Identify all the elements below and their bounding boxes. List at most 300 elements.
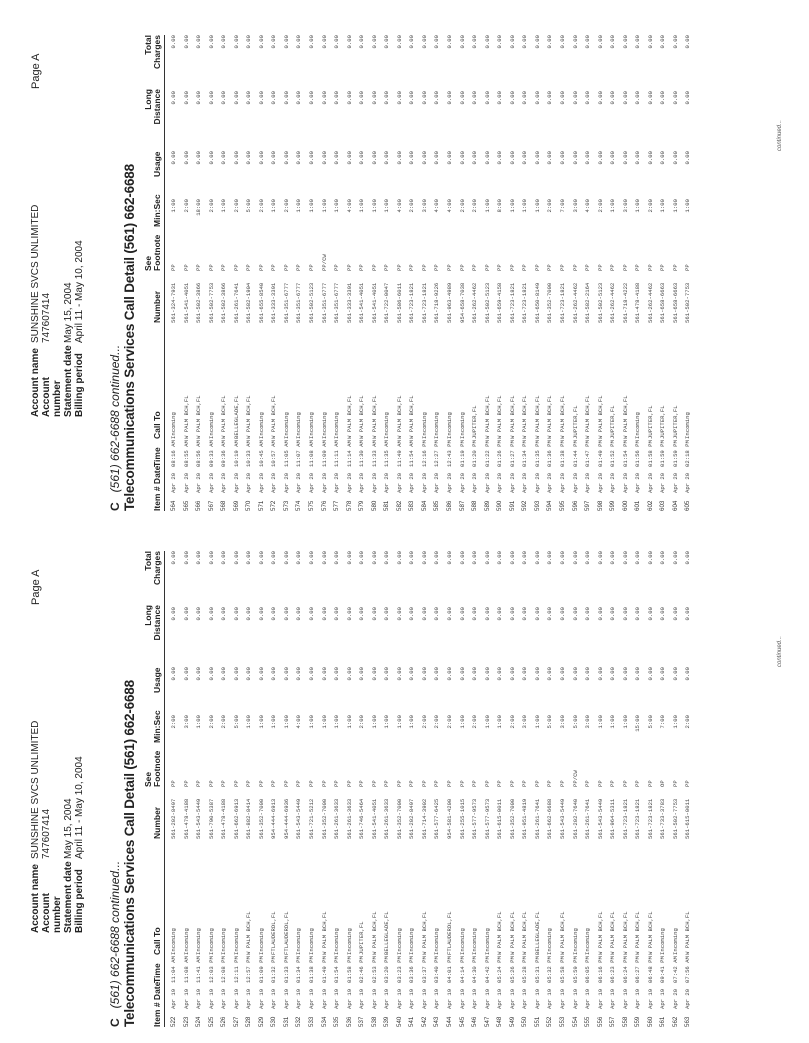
section-continued: (561) 662-6688 continued...: [108, 344, 122, 493]
call-time: 11:08 AM: [308, 440, 316, 467]
col-long-distance: Long Distance: [143, 89, 162, 125]
call-time: 01:58 PM: [345, 956, 353, 983]
footnote-code: PP: [408, 780, 416, 787]
usage-charge: 0.00: [295, 667, 303, 681]
usage-charge: 0.00: [684, 667, 692, 681]
table-row: [570, 551, 583, 1027]
phone-number: 561-543-5449: [596, 798, 604, 839]
call-date: Apr 19: [596, 988, 604, 1009]
call-time: 01:49 PM: [596, 440, 604, 467]
call-time: 04:01 PM: [446, 956, 454, 983]
call-time: 01:34 PM: [521, 440, 529, 467]
min-sec: 2:00: [358, 715, 366, 729]
phone-number: 561-333-3391: [270, 282, 278, 323]
phone-number: 561-882-8414: [245, 798, 253, 839]
call-time: 12:08 PM: [220, 956, 228, 983]
call-to: JUPITER,FL: [659, 405, 667, 439]
billing-period-label: Billing period: [74, 353, 85, 417]
long-distance-charge: 0.00: [521, 91, 529, 105]
call-time: 01:52 PM: [609, 440, 617, 467]
usage-charge: 0.00: [533, 667, 541, 681]
section-heading: [108, 345, 122, 511]
call-to: W PALM BCH,FL: [684, 911, 692, 955]
account-number-label: Account number: [41, 893, 63, 933]
table-row: [168, 35, 181, 511]
phone-number: 954-444-6913: [270, 798, 278, 839]
min-sec: 2:00: [458, 199, 466, 213]
call-date: Apr 19: [232, 988, 240, 1009]
min-sec: 1:00: [383, 715, 391, 729]
item-number: 539: [383, 1016, 391, 1027]
col-time: Time: [152, 447, 162, 467]
item-number: 554: [571, 1016, 579, 1027]
item-number: 532: [295, 1016, 303, 1027]
call-time: 04:14 PM: [458, 956, 466, 983]
usage-charge: 0.00: [571, 151, 579, 165]
min-sec: 1:00: [370, 199, 378, 213]
call-date: Apr 20: [345, 472, 353, 493]
call-date: Apr 20: [270, 472, 278, 493]
footnote-code: PP: [270, 780, 278, 787]
item-number: 574: [295, 500, 303, 511]
long-distance-charge: 0.00: [571, 91, 579, 105]
long-distance-charge: 0.00: [207, 607, 215, 621]
long-distance-charge: 0.00: [533, 607, 541, 621]
phone-number: 561-202-8497: [170, 798, 177, 839]
usage-charge: 0.00: [282, 667, 290, 681]
call-date: Apr 20: [646, 472, 654, 493]
total-charge: 0.00: [634, 35, 642, 49]
usage-charge: 0.00: [483, 667, 491, 681]
min-sec: 1:00: [358, 199, 366, 213]
footnote-code: PP: [170, 264, 177, 271]
total-charge: 0.00: [546, 551, 554, 565]
col-number: Number: [152, 806, 162, 839]
long-distance-charge: 0.00: [671, 607, 679, 621]
usage-charge: 0.00: [395, 667, 403, 681]
table-row: [181, 551, 194, 1027]
min-sec: 3:00: [420, 199, 428, 213]
usage-charge: 0.00: [270, 667, 278, 681]
long-distance-charge: 0.00: [420, 607, 428, 621]
item-number: 592: [521, 500, 529, 511]
total-charge: 0.00: [195, 35, 203, 49]
long-distance-charge: 0.00: [659, 607, 667, 621]
total-charge: 0.00: [420, 551, 428, 565]
call-time: 11:08 AM: [182, 956, 190, 983]
min-sec: 2:00: [207, 715, 215, 729]
usage-charge: 0.00: [257, 667, 265, 681]
usage-charge: 0.00: [471, 151, 479, 165]
phone-number: 561-718-4222: [621, 282, 629, 323]
footnote-code: PP: [571, 264, 579, 271]
total-charge: 0.00: [232, 35, 240, 49]
call-time: 12:43 PM: [446, 440, 454, 467]
call-to: Incoming: [308, 928, 316, 955]
call-time: 01:56 PM: [634, 440, 642, 467]
total-charge: 0.00: [433, 551, 441, 565]
call-date: Apr 20: [320, 472, 328, 493]
call-to: W PALM BCH,FL: [521, 911, 529, 955]
call-date: Apr 20: [207, 472, 215, 493]
phone-number: 561-478-4188: [634, 282, 642, 323]
item-number: 583: [408, 500, 416, 511]
min-sec: 1:00: [345, 715, 353, 729]
total-charge: 0.00: [496, 35, 504, 49]
footnote-code: PP: [521, 780, 529, 787]
call-date: Apr 19: [270, 988, 278, 1009]
call-date: Apr 20: [684, 988, 692, 1009]
long-distance-charge: 0.00: [195, 91, 203, 105]
call-time: 01:32 PM: [270, 956, 278, 983]
table-row: [657, 35, 670, 511]
call-time: 01:38 PM: [308, 956, 316, 983]
footnote-code: PP: [634, 780, 642, 787]
call-to: Incoming: [295, 928, 303, 955]
item-number: 581: [383, 500, 391, 511]
long-distance-charge: 0.00: [232, 91, 240, 105]
item-number: 522: [170, 1016, 177, 1027]
phone-number: 561-723-1821: [558, 282, 566, 323]
item-number: 596: [571, 500, 579, 511]
call-time: 09:36 AM: [220, 440, 228, 467]
long-distance-charge: 0.00: [270, 607, 278, 621]
call-time: 01:27 PM: [508, 440, 516, 467]
usage-charge: 0.00: [546, 667, 554, 681]
phone-number: 561-261-3633: [383, 798, 391, 839]
footnote-code: PP: [471, 780, 479, 787]
call-to: Incoming: [333, 412, 341, 439]
usage-charge: 0.00: [383, 667, 391, 681]
min-sec: 1:00: [383, 199, 391, 213]
min-sec: 8:00: [496, 199, 504, 213]
phone-number: 561-261-7641: [584, 798, 592, 839]
call-to: Incoming: [232, 928, 240, 955]
call-to: BELLEGLADE,FL: [533, 911, 541, 955]
footnote-code: PP: [395, 264, 403, 271]
call-date: Apr 19: [320, 988, 328, 1009]
long-distance-charge: 0.00: [621, 91, 629, 105]
table-row: [281, 35, 294, 511]
item-number: 565: [182, 500, 190, 511]
footnote-code: PP: [596, 264, 604, 271]
table-row: [406, 551, 419, 1027]
call-time: 12:03 PM: [207, 956, 215, 983]
col-total-charges: Total Charges: [143, 551, 162, 586]
call-time: 04:30 PM: [471, 956, 479, 983]
total-charge: 0.00: [584, 551, 592, 565]
total-charge: 0.00: [270, 551, 278, 565]
min-sec: 1:00: [533, 199, 541, 213]
phone-number: 561-655-8540: [257, 282, 265, 323]
usage-charge: 0.00: [584, 151, 592, 165]
phone-number: 561-352-7000: [257, 798, 265, 839]
total-charge: 0.00: [383, 35, 391, 49]
phone-number: 561-723-1821: [646, 798, 654, 839]
call-time: 05:32 PM: [546, 956, 554, 983]
call-time: 06:48 PM: [646, 956, 654, 983]
call-date: Apr 20: [282, 472, 290, 493]
call-to: Incoming: [584, 928, 592, 955]
phone-number: 561-351-6777: [295, 282, 303, 323]
call-date: Apr 20: [433, 472, 441, 493]
call-time: 11:35 AM: [383, 440, 391, 467]
phone-number: 561-352-7000: [546, 282, 554, 323]
call-date: Apr 19: [383, 988, 391, 1009]
min-sec: 1:00: [684, 199, 692, 213]
long-distance-charge: 0.00: [370, 607, 378, 621]
table-row: [457, 35, 470, 511]
min-sec: 2:00: [646, 199, 654, 213]
statement-date-label: Statement date: [63, 861, 74, 933]
long-distance-charge: 0.00: [308, 607, 316, 621]
footnote-code: PP: [508, 780, 516, 787]
table-row: [319, 551, 332, 1027]
col-call-to: Call To: [152, 411, 162, 439]
call-to: W PALM BCH,FL: [245, 395, 253, 439]
item-number: 526: [220, 1016, 228, 1027]
phone-number: 561-351-6777: [282, 282, 290, 323]
call-to: W PALM BCH,FL: [558, 911, 566, 955]
footnote-code: PP: [671, 264, 679, 271]
col-usage: Usage: [152, 151, 162, 177]
footnote-code: PP: [433, 264, 441, 271]
item-number: 571: [257, 500, 265, 511]
phone-number: 561-324-7931: [170, 282, 177, 323]
footnote-code: PP: [170, 780, 177, 787]
item-number: 588: [471, 500, 479, 511]
total-charge: 0.00: [433, 35, 441, 49]
call-time: 01:36 PM: [546, 440, 554, 467]
call-to: Incoming: [170, 928, 177, 955]
call-to: W PALM BCH,FL: [508, 911, 516, 955]
call-date: Apr 20: [634, 472, 642, 493]
call-date: Apr 20: [220, 472, 228, 493]
call-time: 12:16 PM: [420, 440, 428, 467]
min-sec: 1:00: [521, 199, 529, 213]
table-row: [595, 551, 608, 1027]
usage-charge: 0.00: [320, 667, 328, 681]
long-distance-charge: 0.00: [232, 607, 240, 621]
table-row: [507, 35, 520, 511]
long-distance-charge: 0.00: [245, 91, 253, 105]
phone-number: 561-541-4051: [182, 282, 190, 323]
long-distance-charge: 0.00: [634, 91, 642, 105]
min-sec: 4:00: [584, 199, 592, 213]
table-row: [394, 35, 407, 511]
min-sec: 1:00: [295, 199, 303, 213]
usage-charge: 0.00: [195, 151, 203, 165]
call-to: BELLEGLADE,FL: [232, 395, 240, 439]
call-to: W PALM BCH,FL: [496, 395, 504, 439]
item-number: 598: [596, 500, 604, 511]
call-time: 05:31 PM: [533, 956, 541, 983]
phone-number: 561-478-4188: [220, 798, 228, 839]
call-date: Apr 20: [621, 472, 629, 493]
footnote-code: PP: [533, 264, 541, 271]
item-number: 537: [358, 1016, 366, 1027]
total-charge: 0.00: [370, 35, 378, 49]
item-number: 591: [508, 500, 516, 511]
call-date: Apr 19: [395, 988, 403, 1009]
long-distance-charge: 0.00: [684, 91, 692, 105]
usage-charge: 0.00: [508, 667, 516, 681]
total-charge: 0.00: [195, 551, 203, 565]
min-sec: 1:00: [220, 199, 228, 213]
footnote-code: PP: [320, 780, 328, 787]
call-time: 05:28 PM: [521, 956, 529, 983]
long-distance-charge: 0.00: [282, 607, 290, 621]
call-to: Incoming: [408, 928, 416, 955]
phone-number: 561-723-1821: [621, 798, 629, 839]
phone-number: 561-541-4051: [370, 282, 378, 323]
call-detail-rows-right: [168, 35, 695, 511]
usage-charge: 0.00: [521, 667, 529, 681]
phone-number: 561-963-4989: [446, 282, 454, 323]
min-sec: 3:00: [521, 715, 529, 729]
total-charge: 0.00: [295, 551, 303, 565]
call-time: 03:36 PM: [408, 956, 416, 983]
call-time: 07:42 AM: [671, 956, 679, 983]
item-number: 530: [270, 1016, 278, 1027]
min-sec: 1:00: [671, 199, 679, 213]
min-sec: 18:00: [195, 199, 203, 216]
phone-number: 561-262-4462: [646, 282, 654, 323]
total-charge: 0.00: [646, 35, 654, 49]
call-date: Apr 20: [671, 988, 679, 1009]
call-date: Apr 19: [621, 988, 629, 1009]
min-sec: 2:00: [170, 715, 177, 729]
footnote-code: PP: [295, 780, 303, 787]
usage-charge: 0.00: [659, 151, 667, 165]
phone-number: 561-951-4819: [521, 798, 529, 839]
min-sec: 1:00: [634, 199, 642, 213]
table-row: [431, 35, 444, 511]
footnote-code: PP: [521, 264, 529, 271]
table-row: [206, 551, 219, 1027]
item-number: 569: [232, 500, 240, 511]
call-time: 01:49 PM: [320, 956, 328, 983]
call-time: 09:33 AM: [207, 440, 215, 467]
item-number: 550: [521, 1016, 529, 1027]
item-number: 555: [584, 1016, 592, 1027]
total-charge: 0.00: [420, 35, 428, 49]
usage-charge: 0.00: [270, 151, 278, 165]
footnote-code: PP: [420, 780, 428, 787]
call-date: Apr 19: [207, 988, 215, 1009]
col-number: Number: [152, 290, 162, 323]
call-date: Apr 20: [684, 472, 692, 493]
footnote-code: PP: [621, 780, 629, 787]
call-to: Incoming: [433, 412, 441, 439]
table-row: [469, 35, 482, 511]
usage-charge: 0.00: [521, 151, 529, 165]
call-time: 01:38 PM: [558, 440, 566, 467]
call-to: W PALM BCH,FL: [533, 395, 541, 439]
table-row: [344, 35, 357, 511]
usage-charge: 0.00: [483, 151, 491, 165]
min-sec: 3:00: [571, 199, 579, 213]
long-distance-charge: 0.00: [646, 91, 654, 105]
table-row: [369, 35, 382, 511]
min-sec: 1:00: [395, 715, 403, 729]
usage-charge: 0.00: [671, 151, 679, 165]
call-date: Apr 20: [533, 472, 541, 493]
call-date: Apr 20: [232, 472, 240, 493]
total-charge: 0.00: [446, 551, 454, 565]
long-distance-charge: 0.00: [558, 91, 566, 105]
total-charge: 0.00: [483, 551, 491, 565]
min-sec: 5:00: [546, 715, 554, 729]
table-row: [582, 35, 595, 511]
total-charge: 0.00: [571, 35, 579, 49]
call-time: 10:45 AM: [257, 440, 265, 467]
phone-number: 561-543-5449: [558, 798, 566, 839]
usage-charge: 0.00: [333, 151, 341, 165]
footnote-code: OP: [659, 780, 667, 787]
long-distance-charge: 0.00: [257, 91, 265, 105]
total-charge: 0.00: [282, 551, 290, 565]
long-distance-charge: 0.00: [408, 91, 416, 105]
item-number: 529: [257, 1016, 265, 1027]
call-to: W PALM BCH,FL: [558, 395, 566, 439]
usage-charge: 0.00: [646, 667, 654, 681]
call-date: Apr 20: [408, 472, 416, 493]
usage-charge: 0.00: [471, 667, 479, 681]
usage-charge: 0.00: [220, 667, 228, 681]
phone-number: 561-659-4158: [496, 282, 504, 323]
call-to: W PALM BCH,FL: [395, 395, 403, 439]
usage-charge: 0.00: [220, 151, 228, 165]
phone-number: 561-746-5464: [358, 798, 366, 839]
call-time: 01:20 PM: [471, 440, 479, 467]
call-time: 08:56 AM: [195, 440, 203, 467]
table-row: [494, 551, 507, 1027]
call-to: Incoming: [282, 412, 290, 439]
phone-number: 954-658-7038: [458, 282, 466, 323]
min-sec: 1:00: [671, 715, 679, 729]
usage-charge: 0.00: [170, 667, 177, 681]
page-label: Page A: [30, 569, 42, 605]
col-see-footnote: See Footnote: [143, 750, 162, 787]
item-number: 604: [671, 500, 679, 511]
item-number: 542: [420, 1016, 428, 1027]
item-number: 546: [471, 1016, 479, 1027]
usage-charge: 0.00: [446, 667, 454, 681]
long-distance-charge: 0.00: [446, 91, 454, 105]
min-sec: 2:00: [220, 715, 228, 729]
min-sec: 2:00: [232, 199, 240, 213]
continued-note: continued...: [777, 119, 783, 151]
phone-number: 561-502-7753: [671, 798, 679, 839]
item-number: 586: [446, 500, 454, 511]
call-time: 11:07 AM: [295, 440, 303, 467]
table-row: [532, 551, 545, 1027]
call-date: Apr 20: [521, 472, 529, 493]
footnote-code: PP: [634, 264, 642, 271]
account-number-label: Account number: [41, 377, 63, 417]
phone-number: 561-502-5123: [483, 282, 491, 323]
call-to: W PALM BCH,FL: [621, 911, 629, 955]
call-date: Apr 20: [558, 472, 566, 493]
item-number: 561: [659, 1016, 667, 1027]
min-sec: 2:00: [420, 715, 428, 729]
billing-period: April 11 - May 10, 2004: [74, 756, 85, 859]
footnote-code: PP: [659, 264, 667, 271]
call-to: Incoming: [659, 928, 667, 955]
call-date: Apr 20: [584, 472, 592, 493]
long-distance-charge: 0.00: [383, 607, 391, 621]
